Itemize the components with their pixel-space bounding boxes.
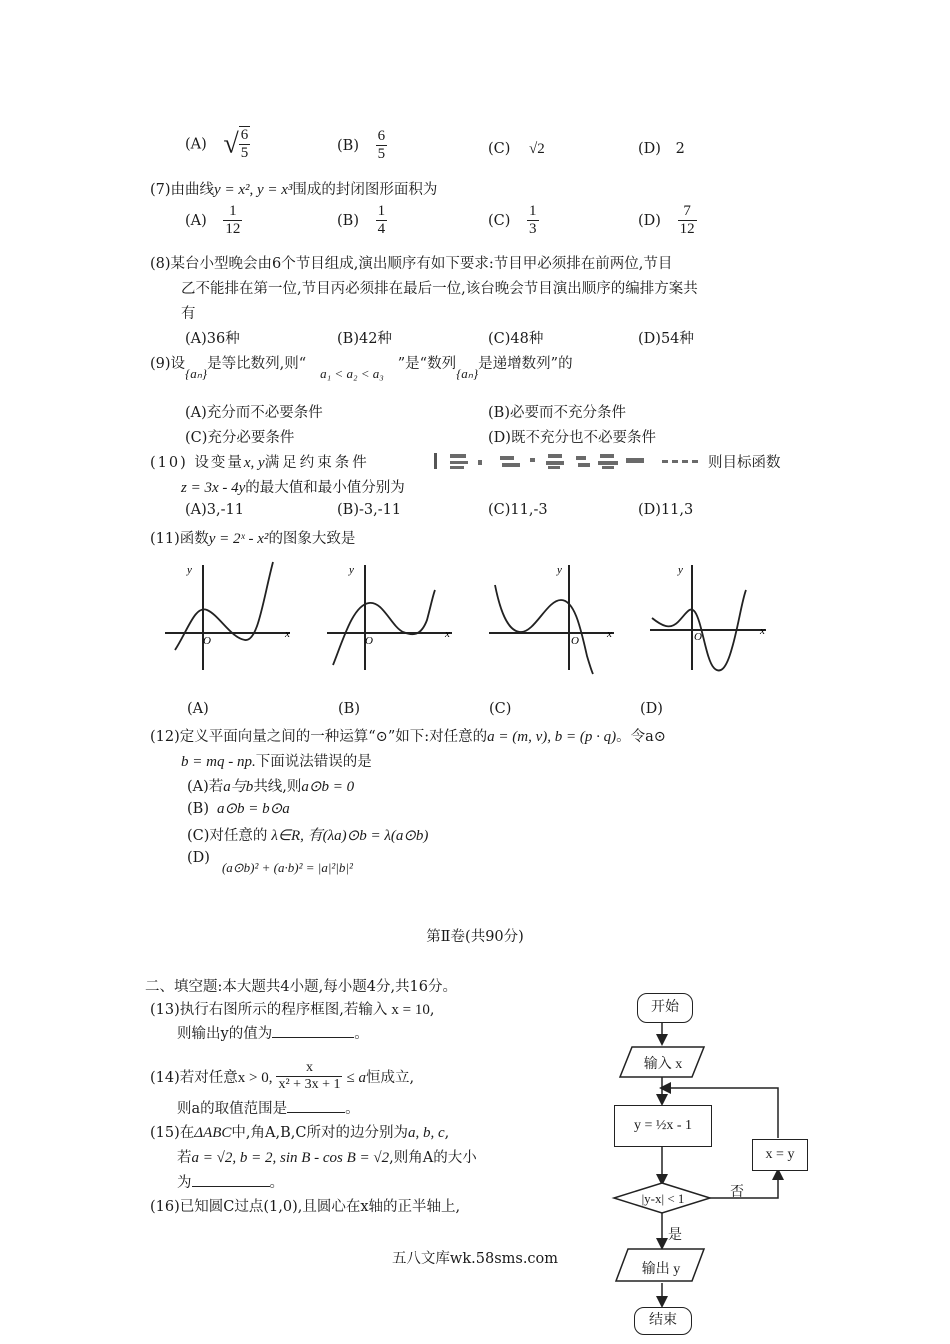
q10-line2 (181, 476, 405, 497)
radical-icon: √ (223, 128, 239, 160)
flow-no-label: 否 (730, 1184, 744, 1200)
q7-prefix: (7)由曲线 (150, 182, 215, 198)
graph-c-label: (C) (489, 701, 512, 717)
q7-option-c (488, 203, 539, 239)
q12-line1-a: (12)定义平面向量之间的一种运算“⊙”如下:对任意的 (150, 729, 488, 745)
q14-a: (14)若对任意 (150, 1070, 238, 1087)
q9-condition: a₁ < a₂ < a₃ (320, 366, 384, 381)
graph-c (487, 560, 622, 675)
q7-option-d (638, 203, 697, 239)
constraint-system-image (430, 450, 705, 472)
y-axis-label: y (557, 564, 562, 576)
q12-a-2: a与b (223, 779, 254, 795)
q10-option-a: (A)3,-11 (185, 502, 244, 518)
q12-line2-math: b = mq - np. (181, 754, 256, 770)
q13-l2-a: 则输出y的值为 (177, 1026, 273, 1042)
q12-b-2: a⊙b = b⊙a (216, 801, 290, 817)
q15-l3-a: 为 (177, 1175, 192, 1191)
q14-l2-a: 则a的取值范围是 (177, 1101, 288, 1117)
q6-d-value: 2 (675, 141, 685, 157)
q12-line2-b: 下面说法错误的是 (255, 754, 372, 770)
q10-objective: z = 3x - 4y (181, 480, 246, 496)
q9-option-c: (C)充分必要条件 (185, 430, 295, 446)
q6-a-den: 5 (240, 145, 249, 162)
q12-option-a (187, 775, 354, 796)
flow-yes-label: 是 (668, 1227, 682, 1243)
q10-vars: x, y (243, 455, 265, 471)
q8-line3: 有 (181, 306, 196, 322)
q15-line3 (177, 1171, 284, 1192)
q7-d-letter: (D) (638, 212, 661, 229)
q13-l1-b: , (429, 1002, 435, 1018)
section-title: 第Ⅱ卷(共90分) (426, 929, 524, 945)
q6-option-a-letter: (A) (185, 136, 207, 153)
q7-c-letter: (C) (488, 212, 511, 229)
flow-output-label: 输出 y (641, 1262, 681, 1277)
curve (495, 585, 593, 674)
y-axis-label: y (187, 564, 192, 576)
q6-b-num: 6 (376, 128, 388, 146)
q7-c-num: 1 (527, 203, 539, 221)
q9-p2: 是等比数列,则“ (207, 356, 307, 372)
q13-blank[interactable] (272, 1037, 354, 1038)
origin-label: O (571, 635, 579, 647)
q7-a-letter: (A) (185, 212, 207, 229)
q12-option-d (187, 850, 353, 875)
q10-option-d: (D)11,3 (638, 502, 694, 518)
q7-curves: y = x², y = x³ (214, 182, 293, 198)
q14-num: x (276, 1060, 342, 1077)
q6-option-a (185, 126, 250, 163)
q15-b: 中,角A,B,C所对的边分别为 (231, 1125, 408, 1141)
q14-den: x² + 3x + 1 (278, 1077, 341, 1093)
q15-line2 (177, 1146, 477, 1167)
x-axis-label: x (445, 628, 450, 640)
q9-option-d: (D)既不充分也不必要条件 (488, 430, 656, 446)
q12-option-b (187, 799, 290, 818)
q6-a-num: 6 (239, 127, 251, 145)
x-axis-label: x (285, 628, 290, 640)
q13-l1-math: x = 10 (391, 1002, 430, 1018)
y-axis-label: y (678, 564, 683, 576)
q12-line1-b: 。令a⊙ (616, 729, 666, 745)
q14-line1 (150, 1060, 414, 1093)
q9-p4: 是递增数列”的 (478, 356, 573, 372)
q9-seq-1: {aₙ} (185, 366, 208, 381)
q7-c-den: 3 (529, 221, 537, 238)
q12-line2 (181, 750, 372, 771)
flow-assign: y = ½x - 1 (614, 1105, 712, 1147)
q10-p3: 则目标函数 (708, 455, 781, 471)
q7-a-den: 12 (225, 221, 241, 238)
q11-suffix: 的图象大致是 (268, 531, 356, 547)
q15-blank[interactable] (192, 1186, 270, 1187)
flow-end: 结束 (634, 1307, 692, 1335)
q8-option-b: (B)42种 (337, 331, 392, 347)
q7-suffix: 围成的封闭图形面积为 (292, 182, 438, 198)
q7-a-num: 1 (223, 203, 242, 221)
origin-label: O (365, 635, 373, 647)
q12-line1 (150, 725, 666, 746)
q14-blank[interactable] (287, 1112, 345, 1113)
q9-option-a: (A)充分而不必要条件 (185, 405, 323, 421)
q6-option-d-letter: (D) (638, 141, 661, 157)
q15-l2-b: ,则角A的大小 (389, 1150, 477, 1166)
y-axis-label: y (349, 564, 354, 576)
origin-label: O (203, 635, 211, 647)
q14-l2-b: 。 (345, 1101, 360, 1117)
q15-sides: a, b, c (407, 1125, 445, 1141)
q13-l1-a: (13)执行右图所示的程序框图,若输入 (150, 1002, 388, 1018)
q11-stem (150, 527, 355, 548)
q6-b-den: 5 (377, 146, 386, 163)
footer-watermark: 五八文库wk.58sms.com (391, 1251, 559, 1267)
part2-heading: 二、填空题:本大题共4小题,每小题4分,共16分。 (145, 979, 458, 995)
q13-l2-b: 。 (354, 1026, 369, 1042)
q12-a-1: (A)若 (187, 779, 224, 795)
q7-b-num: 1 (376, 203, 388, 221)
q13-line1 (150, 998, 434, 1019)
q10-option-c: (C)11,-3 (488, 502, 548, 518)
q12-line1-math: a = (m, v), b = (p · q) (487, 729, 617, 745)
q7-d-num: 7 (678, 203, 697, 221)
q15-tri: ΔABC (194, 1125, 232, 1141)
q11-prefix: (11)函数 (150, 531, 209, 547)
x-axis-label: x (760, 625, 765, 637)
q6-option-d (638, 141, 685, 157)
q8-option-d: (D)54种 (638, 331, 694, 347)
q9-stem (150, 352, 573, 381)
q15-l2-a: 若 (177, 1150, 192, 1166)
graph-b-label: (B) (338, 701, 360, 717)
q6-option-b (337, 128, 387, 164)
q12-d-1: (D) (187, 850, 210, 866)
graph-a-label: (A) (187, 701, 209, 717)
q6-option-c-letter: (C) (488, 141, 511, 157)
q6-c-value: √2 (529, 141, 545, 157)
q14-b: 恒成立, (365, 1070, 415, 1087)
q8-option-a: (A)36种 (185, 331, 240, 347)
q14-rel: ≤ a (346, 1070, 366, 1087)
graph-d (648, 560, 773, 675)
q12-b-1: (B) (187, 801, 209, 817)
q14-line2 (177, 1097, 360, 1118)
q11-func: y = 2ˣ - x² (208, 531, 269, 547)
flow-start: 开始 (637, 993, 693, 1023)
q8-line1: (8)某台小型晚会由6个节目组成,演出顺序有如下要求:节目甲必须排在前两位,节目 (150, 256, 673, 272)
q13-line2 (177, 1022, 369, 1043)
q9-p1: (9)设 (150, 356, 186, 372)
origin-label: O (694, 631, 702, 643)
q6-option-b-letter: (B) (337, 137, 359, 154)
graph-b (325, 560, 460, 675)
q6-option-c (488, 141, 545, 158)
flow-loop-assign: x = y (752, 1139, 808, 1171)
q7-d-den: 12 (679, 221, 695, 238)
q8-option-c: (C)48种 (488, 331, 544, 347)
q12-a-3: 共线,则 (253, 779, 302, 795)
q7-b-letter: (B) (337, 212, 359, 229)
q9-seq-2: {aₙ} (456, 366, 479, 381)
q16-line1: (16)已知圆C过点(1,0),且圆心在x轴的正半轴上, (150, 1199, 461, 1215)
q9-option-b: (B)必要而不充分条件 (488, 405, 626, 421)
q10-p1: (10) 设变量 (150, 455, 244, 471)
q7-b-den: 4 (377, 221, 386, 238)
q15-a: (15)在 (150, 1125, 195, 1141)
q14-cond: x > 0, (237, 1070, 273, 1087)
q12-d-2: (a⊙b)² + (a·b)² = |a|²|b|² (221, 860, 353, 875)
flow-input-label: 输入 x (643, 1057, 683, 1072)
q10-line1 (150, 451, 370, 472)
q15-l2-math: a = √2, b = 2, sin B - cos B = √2 (191, 1150, 390, 1166)
x-axis-label: x (607, 628, 612, 640)
q12-option-c (187, 824, 428, 845)
q10-p4: 的最大值和最小值分别为 (245, 480, 405, 496)
q15-c: , (444, 1125, 450, 1141)
q7-option-b (337, 203, 387, 239)
q10-option-b: (B)-3,-11 (337, 502, 402, 518)
q12-c-2: λ∈R, 有(λa)⊙b = λ(a⊙b) (271, 828, 429, 844)
curve (333, 590, 435, 665)
q12-c-1: (C)对任意的 (187, 828, 268, 844)
q8-line2: 乙不能排在第一位,节目丙必须排在最后一位,该台晚会节目演出顺序的编排方案共 (181, 281, 698, 297)
graph-d-label: (D) (640, 701, 663, 717)
q7-option-a (185, 203, 242, 239)
q15-l3-b: 。 (269, 1175, 284, 1191)
q12-a-4: a⊙b = 0 (301, 779, 355, 795)
flow-decision-label: |y-x| < 1 (641, 1191, 685, 1206)
q10-p2: 满足约束条件 (264, 455, 370, 471)
graph-a (163, 560, 298, 675)
q15-line1 (150, 1121, 449, 1142)
q9-p3: ”是“数列 (397, 356, 457, 372)
q7-stem (150, 178, 437, 199)
